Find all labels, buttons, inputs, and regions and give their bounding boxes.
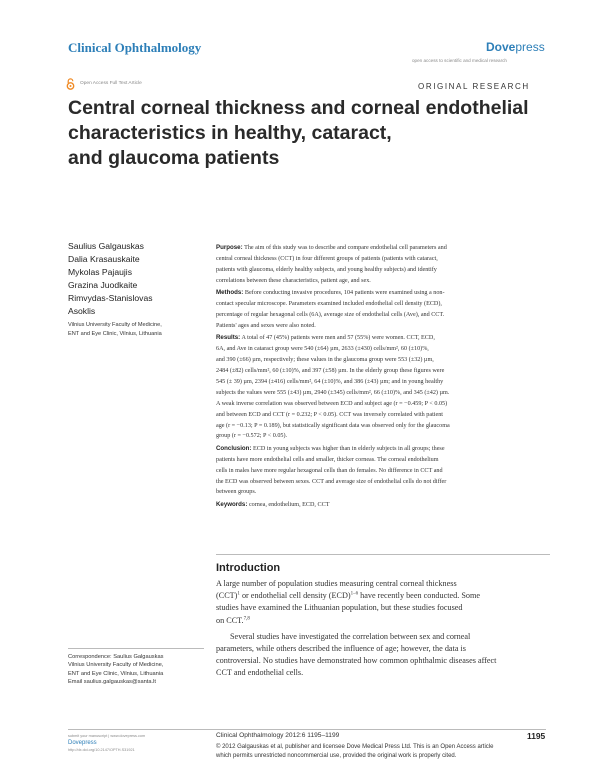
title-line: Central corneal thickness and corneal endothelial [68,97,529,119]
abstract-methods [216,288,550,332]
dovepress-logo [486,40,545,54]
title-line: characteristics in healthy, cataract, [68,122,392,144]
abstract-line: percentage of regular hexagonal cells (6A), average size of endothelial cells (Ave), and CCT. [216,311,445,318]
intro-line: studies have examined the Lithuanian population, but these studies focused [216,603,463,613]
author-list [68,240,208,338]
keywords-heading: Keywords: [216,500,248,508]
abstract-results [216,333,550,442]
intro-line: on CCT.$^{7,8}$ [216,615,250,625]
abstract-conclusion [216,444,550,499]
abstract-line: and 390 (±66) µm, respectively; these values in the glaucoma group were 553 (±32) µm, [216,357,434,364]
citation-sup: 1 [237,591,240,597]
footer-citation: Clinical Ophthalmology 2012:6 1195–1199 [216,732,340,739]
correspondence-line: ENT and Eye Clinic, Vilnius, Lithuania [68,670,164,677]
abstract-line: group (r = −0.572; P < 0.05). [216,433,288,440]
footer-dovepress-logo: Dovepress [68,740,97,746]
page-number: 1195 [527,731,546,741]
conclusion-heading: Conclusion: [216,444,252,452]
open-access-label: Open Access Full Text Article [80,81,142,86]
keywords-value: cornea, endothelium, ECD, CCT [248,501,330,508]
publisher-tagline: open access to scientific and medical research [412,58,507,63]
journal-name: Clinical Ophthalmology [68,40,202,55]
correspondence-line: Correspondence: Saulius Galgauskas [68,654,164,660]
introduction-heading: Introduction [216,562,281,574]
footer-copyright [216,743,550,761]
press-wordmark: press [515,40,545,54]
affiliation [68,321,208,338]
abstract-line: age (r = −0.13; P = 0.189), but statistically significant data was observed only for the glaucoma [216,422,450,429]
abstract-line: A weak inverse correlation was observed between ECD and subject age (r = −0.459; P < 0.05) [216,400,448,407]
intro-line: parameters, while others described the influence of age; however, the data is [216,644,466,654]
title-line: and glaucoma patients [68,147,280,169]
copyright-line: which permits unrestricted noncommercial use, provided the original work is properly cited. [216,753,457,759]
copyright-line: © 2012 Galgauskas et al, publisher and licensee Dove Medical Press Ltd. This is an Open Access article [216,744,494,750]
results-heading: Results: [216,334,241,342]
affiliation-line: Vilnius University Faculty of Medicine, [68,322,162,328]
affiliation-line: ENT and Eye Clinic, Vilnius, Lithuania [68,330,162,337]
abstract-line: contact specular microscope. Parameters examined included endothelial cell density (ECD), [216,301,442,308]
purpose-heading: Purpose: [216,244,243,251]
abstract-line: central corneal thickness (CCT) in four different groups of patients (patients with cataract, [216,255,438,262]
abstract-line: and between ECD and CCT (r = 0.232; P < 0.05). CCT was inversely correlated with patient [216,411,443,418]
footer-divider [68,729,546,730]
dove-wordmark: Dove [486,40,516,54]
intro-line: Several studies have investigated the correlation between sex and corneal [230,631,471,641]
submit-manuscript-link[interactable]: submit your manuscript | www.dovepress.com [68,734,146,738]
correspondence-line: Vilnius University Faculty of Medicine, [68,662,164,669]
correspondence-divider [68,648,204,649]
correspondence-email[interactable]: Email saulius.galgauskas@santa.lt [68,678,156,685]
abstract-line: the ECD was observed between sexes. CCT and average size of endothelial cells do not differ [216,478,447,485]
abstract-keywords [216,500,550,511]
article-type: ORIGINAL RESEARCH [418,82,530,91]
abstract-divider [216,554,550,555]
intro-line: (CCT)$^1$ or endothelial cell density (ECD)$^{1-6}$ have recently been conducted. Some [216,591,480,601]
citation-sup: 7,8 [243,615,250,621]
author: Asoklis [68,306,96,316]
open-access-lock-icon [66,78,75,90]
citation-sup: 1–6 [350,591,359,597]
abstract-line: The aim of this study was to describe and compare endothelial cell parameters and [244,245,447,251]
abstract-line: 6A, and Ave in cataract group were 540 (±64) µm, 2633 (±430) cells/mm², 60 (±10)%, [216,346,429,353]
author: Saulius Galgauskas [68,241,144,251]
intro-line: controversial. No studies have demonstrated how common ophthalmic diseases affect [216,656,497,666]
intro-line: A large number of population studies measuring central corneal thickness [216,579,457,588]
abstract-line: Before conducting invasive procedures, 104 patients were examined using a non- [244,290,445,297]
methods-heading: Methods: [216,289,244,297]
abstract-line: cells in males have more regular hexagonal cells than do females. No difference in CCT and [216,467,443,474]
abstract-line: patients have more endothelial cells and smaller, thicker corneas. The corneal endothelium [216,456,439,463]
abstract-line: 2484 (±82) cells/mm², 60 (±10)%, and 397 (±58) µm. In the elderly group these figures were [216,367,445,374]
author: Rimvydas-Stanislovas [68,293,153,303]
article-title [68,96,568,171]
abstract-line: subjects the values were 555 (±43) µm, 2940 (±345) cells/mm², 66 (±10)%, and 345 (±42) µm. [216,389,450,396]
abstract-line: A total of 47 (45%) patients were men and 57 (55%) were women. CCT, ECD, [241,335,435,342]
abstract-line: between groups. [216,489,257,496]
intro-line: CCT and endothelial cells. [216,668,304,678]
footer-submit-block [68,733,208,754]
abstract-line: Patients' ages and sexes were also noted. [216,322,316,329]
abstract-line: correlations between these characteristics, patient age, and sex. [216,277,371,284]
abstract-line: patients with glaucoma, elderly healthy subjects, and young healthy subjects) and identify [216,266,437,273]
abstract-line: ECD in young subjects was higher than in elderly subjects in all groups; these [253,445,445,452]
author: Mykolas Pajaujis [68,267,132,277]
doi-link[interactable]: http://dx.doi.org/10.2147/OPTH.S31921 [68,748,135,752]
author: Dalia Krasauskaite [68,254,140,264]
author: Grazina Juodkaite [68,280,138,290]
correspondence [68,653,208,686]
introduction-body [216,578,550,680]
abstract [216,243,550,512]
abstract-line: 545 (± 39) µm, 2394 (±416) cells/mm², 64 (±10)%, and 386 (±43) µm; and in young healthy [216,378,444,385]
abstract-purpose [216,243,550,287]
